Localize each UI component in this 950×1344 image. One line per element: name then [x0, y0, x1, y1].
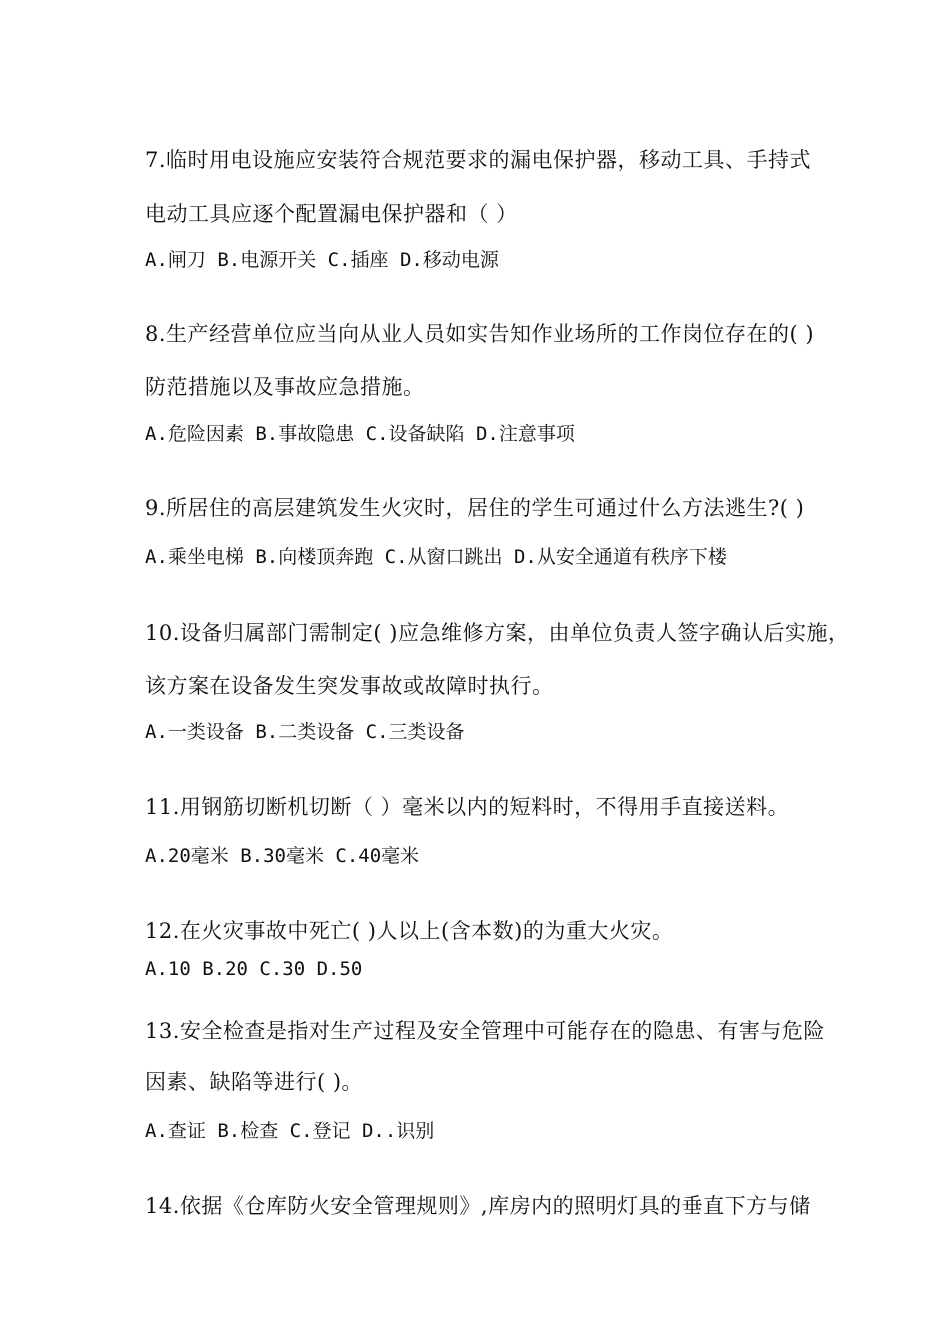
question-9-line-1: 9.所居住的高层建筑发生火灾时，居住的学生可通过什么方法逃生?( ) — [145, 496, 805, 520]
question-12-line-1: 12.在火灾事故中死亡( )人以上(含本数)的为重大火灾。 — [145, 919, 674, 943]
question-12-options: A.10 B.20 C.30 D.50 — [145, 958, 363, 980]
question-8-options: A.危险因素 B.事故隐患 C.设备缺陷 D.注意事项 — [145, 423, 575, 445]
question-7-line-1: 7.临时用电设施应安装符合规范要求的漏电保护器，移动工具、手持式 — [145, 148, 812, 172]
question-13-options: A.查证 B.检查 C.登记 D..识别 — [145, 1120, 435, 1142]
question-13-line-1: 13.安全检查是指对生产过程及安全管理中可能存在的隐患、有害与危险 — [145, 1019, 825, 1043]
question-10-line-1: 10.设备归属部门需制定( )应急维修方案，由单位负责人签字确认后实施， — [145, 621, 850, 645]
question-8-line-2: 防范措施以及事故应急措施。 — [145, 375, 425, 399]
question-7-options: A.闸刀 B.电源开关 C.插座 D.移动电源 — [145, 249, 499, 271]
question-8-line-1: 8.生产经营单位应当向从业人员如实告知作业场所的工作岗位存在的( ) — [145, 322, 815, 346]
question-11-options: A.20毫米 B.30毫米 C.40毫米 — [145, 845, 420, 867]
question-10-options: A.一类设备 B.二类设备 C.三类设备 — [145, 721, 465, 743]
question-9-options: A.乘坐电梯 B.向楼顶奔跑 C.从窗口跳出 D.从安全通道有秩序下楼 — [145, 546, 727, 568]
question-14-line-1: 14.依据《仓库防火安全管理规则》,库房内的照明灯具的垂直下方与储 — [145, 1194, 811, 1218]
question-11-line-1: 11.用钢筋切断机切断（ ）毫米以内的短料时，不得用手直接送料。 — [145, 795, 790, 819]
question-10-line-2: 该方案在设备发生突发事故或故障时执行。 — [145, 674, 554, 698]
question-7-line-2: 电动工具应逐个配置漏电保护器和（ ） — [145, 202, 518, 226]
question-13-line-2: 因素、缺陷等进行( )。 — [145, 1070, 364, 1094]
